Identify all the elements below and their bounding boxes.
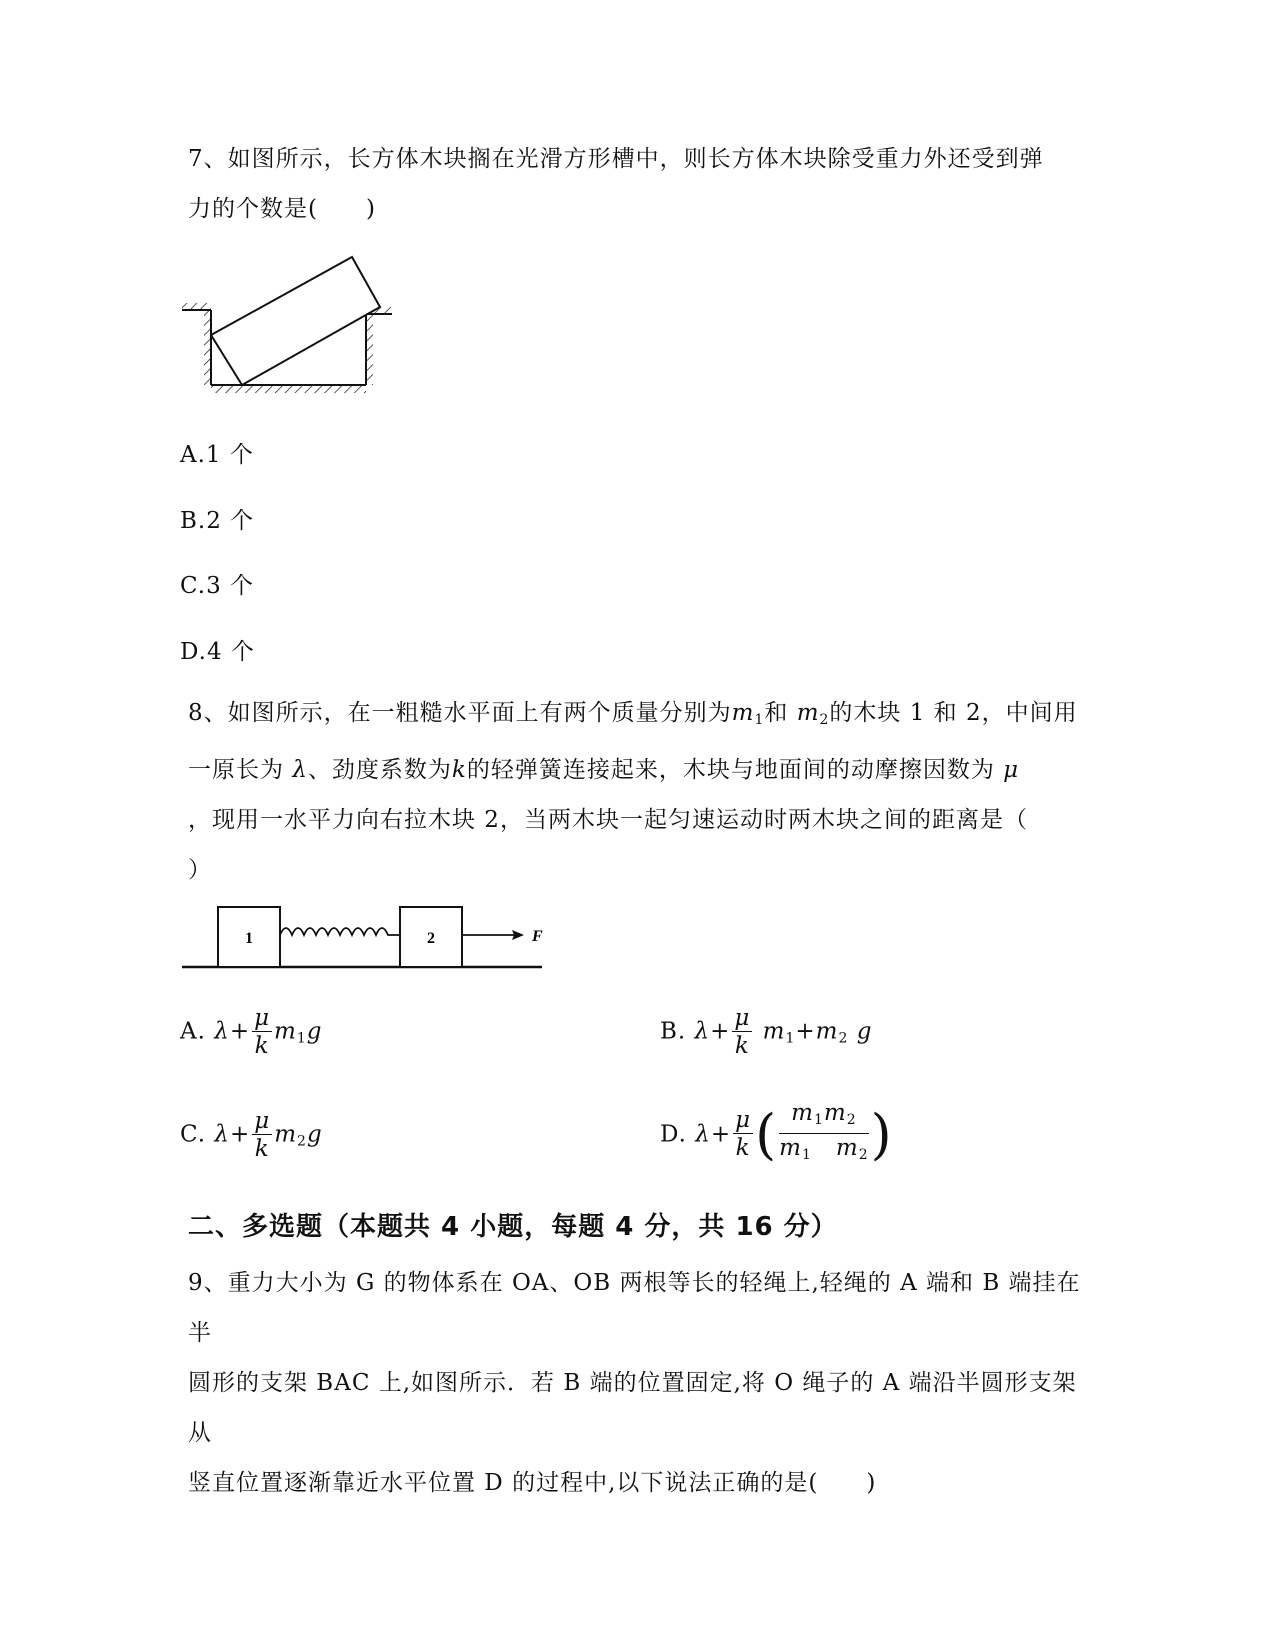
mass-symbol: $m_1$	[731, 700, 765, 728]
mass-subscript: 1	[296, 1030, 307, 1047]
k-symbol: k	[451, 757, 467, 783]
option-label: A.	[180, 1018, 206, 1045]
q7-option-d[interactable]	[180, 633, 255, 666]
q8-option-c[interactable]	[180, 1108, 323, 1163]
g-symbol: g	[306, 1018, 323, 1045]
section-2-title: 二、多选题（本题共 4 小题，每题 4 分，共 16 分）	[188, 1212, 838, 1242]
option-label: D.	[660, 1121, 687, 1148]
question-7-text	[188, 134, 1088, 234]
option-label: C.	[180, 573, 207, 599]
mu-over-k-fraction: $\frac{\mu}{k}$	[735, 1107, 752, 1161]
right-paren: )	[870, 1103, 893, 1166]
mass-symbol: m	[274, 1018, 297, 1045]
option-label: D.	[180, 639, 207, 665]
mu-over-k-fraction: $\frac{\mu}{k}$	[734, 1005, 751, 1059]
g-symbol: g	[856, 1018, 873, 1045]
q8-text-segment: 一原长为	[188, 757, 284, 783]
option-value: 2 个	[206, 508, 255, 534]
plus-sign: +	[229, 1121, 251, 1148]
mass-subscript: 2	[297, 1133, 307, 1150]
lambda-symbol: λ	[694, 1018, 711, 1045]
question-9-line-2: 圆形的支架 BAC 上,如图所示．若 B 端的位置固定,将 O 绳子的 A 端沿半圆形支架从	[188, 1370, 1077, 1446]
q8-text-segment: 8、如图所示，在一粗糙水平面上有两个质量分别为	[188, 700, 732, 726]
mu-symbol: μ	[1003, 757, 1020, 783]
mass-subscript: 2	[838, 1030, 849, 1047]
mu-over-k-fraction: $\frac{\mu}{k}$	[254, 1108, 271, 1162]
question-8-line-1	[188, 688, 1088, 745]
option-label: C.	[180, 1121, 207, 1148]
mass-product-fraction: $\frac{m_1m_2}{m_1 m_2}$	[779, 1100, 869, 1163]
q8-option-d[interactable]	[660, 1100, 893, 1169]
plus-sign: +	[795, 1018, 816, 1045]
lambda-symbol: λ	[214, 1018, 230, 1045]
question-9-line-3: 竖直位置逐渐靠近水平位置 D 的过程中,以下说法正确的是( )	[188, 1470, 877, 1496]
force-label: F	[532, 928, 543, 945]
figure-spring-blocks	[180, 895, 560, 975]
question-8-line-2	[188, 745, 1088, 795]
question-7-line-2: 力的个数是( )	[188, 196, 376, 222]
question-9-text	[188, 1258, 1088, 1508]
option-value: 1 个	[205, 442, 254, 468]
tilted-block	[211, 257, 380, 385]
question-8-line-4: ）	[188, 857, 212, 883]
mass-symbol: $m_2$	[796, 700, 830, 728]
g-symbol: g	[306, 1121, 323, 1148]
q8-text-segment: 的木块 1 和 2，中间用	[829, 700, 1078, 726]
question-8-line-3: ，现用一水平力向右拉木块 2，当两木块一起匀速运动时两木块之间的距离是（	[188, 807, 1028, 833]
plus-sign: +	[710, 1018, 731, 1045]
q7-option-a[interactable]	[180, 436, 254, 469]
question-7-line-1: 7、如图所示，长方体木块搁在光滑方形槽中，则长方体木块除受重力外还受到弹	[188, 146, 1044, 172]
option-label: A.	[180, 442, 206, 468]
mass-symbol: m	[274, 1121, 298, 1148]
block-2-label: 2	[427, 930, 435, 947]
plus-sign: +	[229, 1018, 251, 1045]
q7-option-b[interactable]	[180, 502, 254, 535]
mass-subscript: 1	[785, 1030, 796, 1047]
lambda-symbol: λ	[695, 1121, 711, 1148]
q8-text-segment: 和	[764, 700, 789, 726]
option-value: 3 个	[206, 573, 255, 599]
question-8-text	[188, 688, 1088, 895]
q8-text-segment: 的轻弹簧连接起来，木块与地面间的动摩擦因数为	[466, 757, 995, 783]
block-1-label: 1	[245, 930, 253, 947]
q7-option-c[interactable]	[180, 567, 254, 600]
q8-text-segment: 、劲度系数为	[307, 757, 452, 783]
option-label: B.	[660, 1018, 687, 1045]
question-9-line-1: 9、重力大小为 G 的物体系在 OA、OB 两根等长的轻绳上,轻绳的 A 端和 B 端挂在半	[188, 1270, 1081, 1346]
option-label: B.	[180, 508, 207, 534]
option-value: 4 个	[206, 639, 255, 665]
left-paren: (	[755, 1103, 778, 1166]
lambda-symbol: λ	[214, 1121, 230, 1148]
q8-option-a[interactable]	[180, 1005, 323, 1060]
plus-sign: +	[710, 1121, 732, 1148]
mass-symbol: m	[762, 1018, 786, 1045]
q8-option-b[interactable]	[660, 1005, 872, 1060]
mass-symbol: m	[815, 1018, 839, 1045]
lambda-symbol: λ	[292, 757, 308, 783]
spring	[280, 928, 400, 935]
mu-over-k-fraction: $\frac{\mu}{k}$	[254, 1005, 271, 1059]
figure-block-in-slot	[180, 250, 400, 400]
